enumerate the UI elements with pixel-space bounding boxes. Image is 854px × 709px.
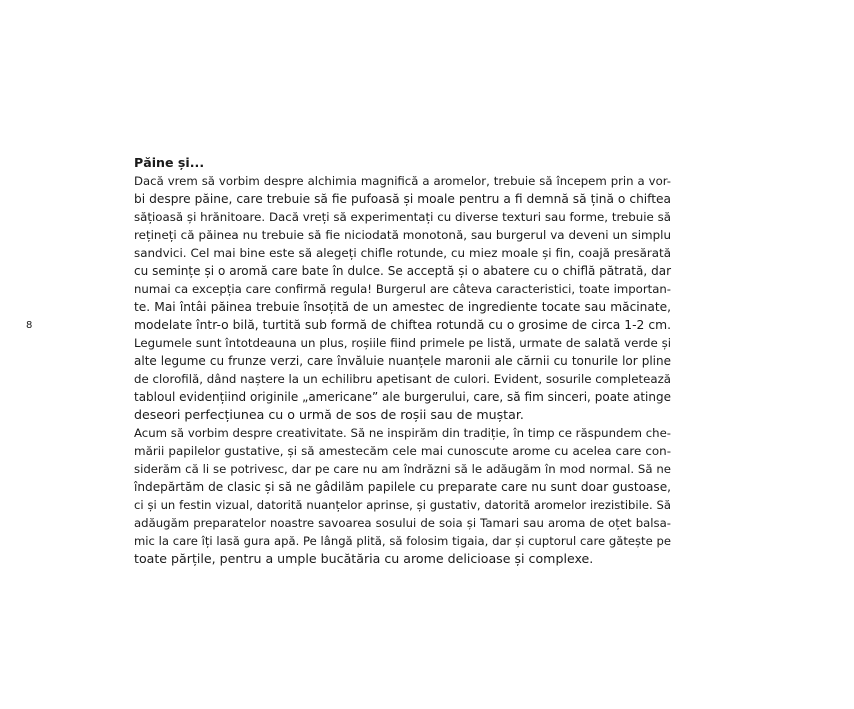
text-line: ci și un festin vizual, datorită nuanțelor aprinse, și gustativ, datorită aromelor irezistibile. Să xyxy=(134,498,671,512)
text-block xyxy=(134,154,671,568)
text-line: bi despre păine, care trebuie să fie pufoasă și moale pentru a fi demnă să țină o chiftea xyxy=(134,192,671,206)
paragraph-2 xyxy=(134,424,671,568)
text-line: deseori perfecțiunea cu o urmă de sos de roșii sau de muștar. xyxy=(134,407,524,422)
text-line: numai ca excepția care confirmă regula! Burgerul are câteva caracteristici, toate importan- xyxy=(134,282,671,296)
paragraph-1 xyxy=(134,172,671,424)
text-line: adăugăm preparatelor noastre savoarea sosului de soia și Tamari sau aroma de oțet balsa- xyxy=(134,516,671,530)
text-line: te. Mai întâi păinea trebuie însoțită de un amestec de ingrediente tocate sau măcinate, xyxy=(134,300,671,314)
text-line: cu semințe și o aromă care bate în dulce. Se acceptă și o abatere cu o chiflă pătrată, dar xyxy=(134,264,671,278)
text-line: rețineți că păinea nu trebuie să fie niciodată monotonă, sau burgerul va deveni un simplu xyxy=(134,228,671,242)
text-line: alte legume cu frunze verzi, care învăluie nuanțele maronii ale cărnii cu tonurile lor pline xyxy=(134,354,671,368)
page-number: 8 xyxy=(26,320,33,331)
text-line: tabloul evidențiind originile „americane” ale burgerului, care, să fim sinceri, poate atinge xyxy=(134,390,671,404)
section-heading: Păine și... xyxy=(134,155,205,170)
text-line: toate părțile, pentru a umple bucătăria cu arome delicioase și complexe. xyxy=(134,551,594,566)
text-line: mării papilelor gustative, și să amestecăm cele mai cunoscute arome cu acelea care con- xyxy=(134,444,671,458)
text-line: îndepărtăm de clasic și să ne gâdilăm papilele cu preparate care nu sunt doar gustoase, xyxy=(134,480,671,494)
text-line: mic la care îți lasă gura apă. Pe lângă plită, să folosim tigaia, dar și cuptorul care gătește pe xyxy=(134,534,671,548)
text-line: de clorofilă, dând naștere la un echilibru apetisant de culori. Evident, sosurile completează xyxy=(134,372,671,386)
text-line: sățioasă și hrănitoare. Dacă vreți să experimentați cu diverse texturi sau forme, trebuie să xyxy=(134,210,671,224)
text-line: Acum să vorbim despre creativitate. Să ne inspirăm din tradiție, în timp ce răspundem che- xyxy=(134,426,671,440)
text-line: modelate într-o bilă, turtită sub formă de chiftea rotundă cu o grosime de circa 1-2 cm. xyxy=(134,318,671,332)
text-line: siderăm că li se potrivesc, dar pe care nu am îndrăzni să le adăugăm în mod normal. Să ne xyxy=(134,462,671,476)
text-line: sandvici. Cel mai bine este să alegeți chifle rotunde, cu miez moale și fin, coajă presărată xyxy=(134,246,671,260)
text-line: Dacă vrem să vorbim despre alchimia magnifică a aromelor, trebuie să începem prin a vor- xyxy=(134,174,671,188)
text-line: Legumele sunt întotdeauna un plus, roșiile fiind primele pe listă, urmate de salată verde și xyxy=(134,336,671,350)
